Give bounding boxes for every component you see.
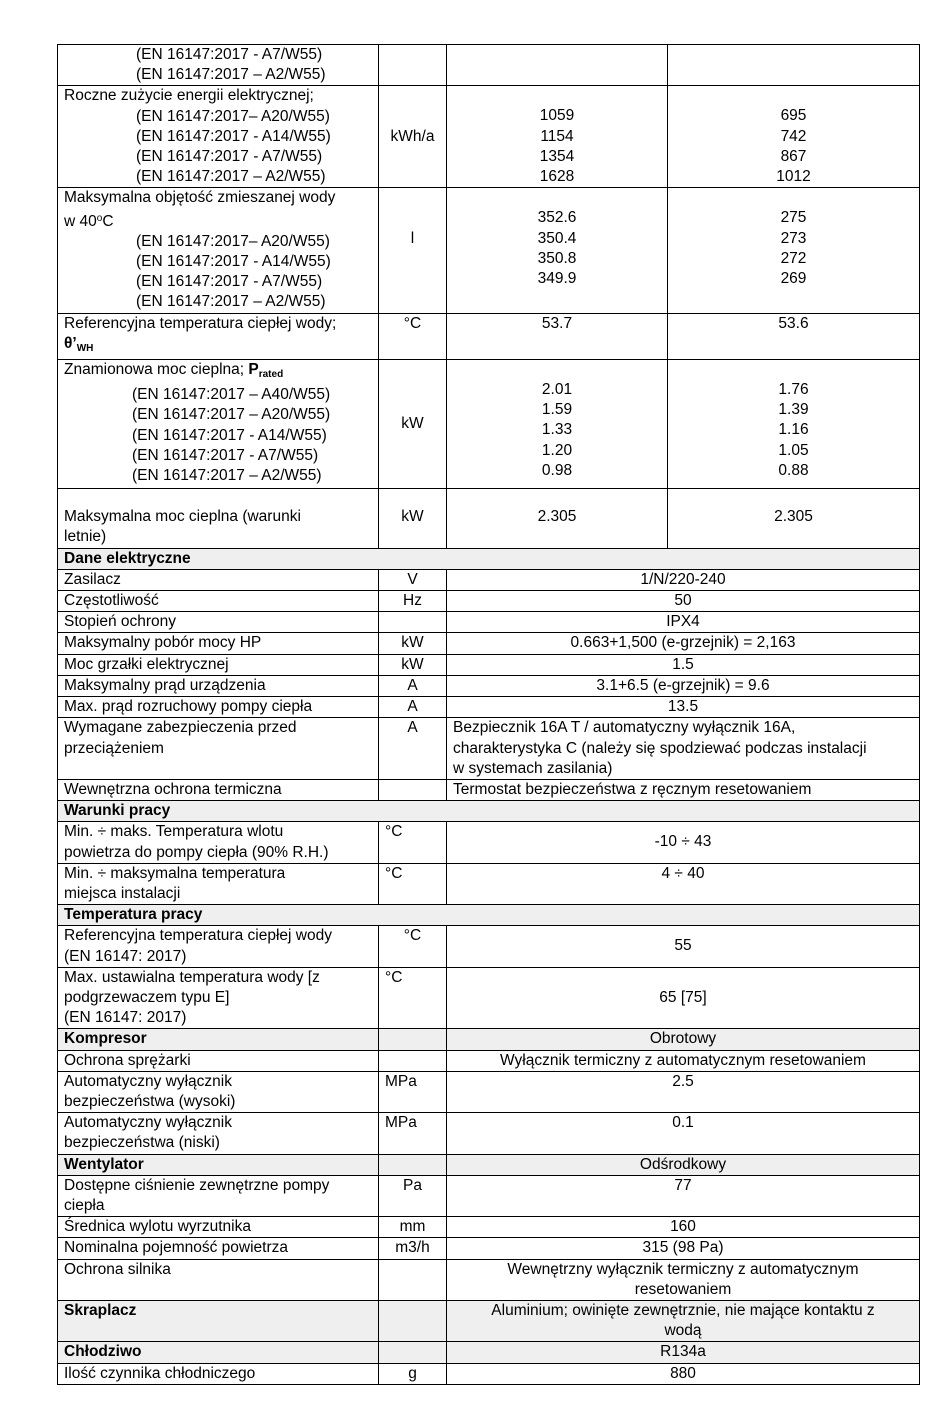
section-title: Dane elektryczne [58,548,920,569]
unit-cell: °C [379,967,447,1029]
unit-cell: kWh/a [379,86,447,188]
value-cell: 160 [447,1217,920,1238]
value-cell: 742 [780,127,807,145]
value-cell: 0.88 [778,461,809,479]
value-cell: 1.20 [541,441,573,459]
unit-cell: A [379,697,447,718]
value-cell: 1354 [539,147,575,165]
standard-label: (EN 16147:2017 - A14/W55) [132,426,327,444]
value-cell: 1.33 [541,421,573,439]
value-cell: 880 [447,1363,920,1384]
unit-cell: V [379,569,447,590]
section-header [58,1342,920,1363]
row-label: (EN 16147: 2017) [64,1009,187,1027]
table-row [58,1113,920,1154]
value-cell: 4 ÷ 40 [447,863,920,904]
section-title: Wentylator [58,1154,379,1175]
row-label: powietrza do pompy ciepła (90% R.H.) [64,843,329,861]
row-label: Automatyczny wyłącznik [64,1072,232,1090]
standard-label: (EN 16147:2017– A20/W55) [136,107,330,125]
degree-superscript: o [96,212,103,224]
row-label: Max. prąd rozruchowy pompy ciepła [58,697,379,718]
value-cell: 65 [75] [447,967,920,1029]
unit-cell: g [379,1363,447,1384]
row-label: przeciążeniem [64,739,164,757]
table-row [58,612,920,633]
table-row [58,489,920,548]
value-cell: R134a [447,1342,920,1363]
unit-cell: °C [379,822,447,863]
table-row [58,822,920,863]
standard-label: (EN 16147:2017 - A14/W55) [136,127,331,145]
row-label: (EN 16147: 2017) [64,947,187,965]
table-row [58,1363,920,1384]
row-label: bezpieczeństwa (niski) [64,1134,220,1152]
unit-cell: A [379,675,447,696]
value-cell: 1/N/220-240 [447,569,920,590]
value-cell: 2.305 [668,489,920,548]
unit-cell: l [379,188,447,313]
section-header [58,1154,920,1175]
value-cell: Termostat bezpieczeństwa z ręcznym resetowaniem [447,779,920,800]
value-cell: w systemach zasilania) [453,759,613,777]
value-cell: 1.5 [447,654,920,675]
row-label: Dostępne ciśnienie zewnętrzne pompy [64,1176,330,1194]
row-label: Maksymalna objętość zmieszanej wody [64,189,336,207]
standard-label: (EN 16147:2017 – A40/W55) [132,386,331,404]
value-cell: 695 [780,107,807,125]
table-row [58,569,920,590]
unit-cell [379,612,447,633]
unit-cell: m3/h [379,1238,447,1259]
unit-cell: A [379,718,447,780]
value-cell: 1154 [540,127,574,145]
value-cell: 352.6 [537,209,577,227]
row-label: Ochrona sprężarki [58,1050,379,1071]
standard-label: (EN 16147:2017 – A2/W55) [136,66,326,84]
value-cell: 2.305 [447,489,668,548]
row-label: Ilość czynnika chłodniczego [58,1363,379,1384]
value-cell: 350.8 [537,249,577,267]
value-cell: Aluminium; owinięte zewnętrznie, nie mające kontaktu z [491,1301,875,1319]
unit-cell: °C [379,863,447,904]
table-row [58,591,920,612]
value-cell: 1628 [539,168,575,186]
value-cell: 53.7 [447,313,668,359]
value-cell: IPX4 [447,612,920,633]
row-label: C [102,212,114,230]
row-label: Wewnętrzna ochrona termiczna [58,779,379,800]
row-label: ciepła [64,1196,105,1214]
table-row [58,697,920,718]
unit-cell: kW [379,633,447,654]
table-row [58,926,920,967]
value-cell: wodą [664,1322,702,1340]
table-row [58,45,920,86]
value-cell: charakterystyka C (należy się spodziewać podczas instalacji [453,739,867,757]
unit-cell [379,1050,447,1071]
value-cell: Odśrodkowy [447,1154,920,1175]
section-title: Kompresor [58,1029,379,1050]
value-cell: 2.5 [447,1071,920,1112]
symbol: P [248,361,259,379]
value-cell: Obrotowy [447,1029,920,1050]
table-row [58,675,920,696]
row-label: Maksymalny prąd urządzenia [58,675,379,696]
row-label: Ochrona silnika [58,1259,379,1300]
value-cell: 1.39 [778,401,809,419]
value-cell: Wyłącznik termiczny z automatycznym resetowaniem [447,1050,920,1071]
standard-label: (EN 16147:2017 - A7/W55) [136,273,323,291]
unit-cell: Pa [379,1175,447,1216]
section-header [58,1300,920,1341]
unit-cell: Hz [379,591,447,612]
standard-label: (EN 16147:2017 - A7/W55) [136,148,323,166]
value-cell: 0.663+1,500 (e-grzejnik) = 2,163 [447,633,920,654]
section-header [58,905,920,926]
section-header [58,801,920,822]
value-cell: 1.76 [778,381,809,399]
row-label: Referencyjna temperatura ciepłej wody [64,927,332,945]
value-cell: 0.1 [447,1113,920,1154]
unit-cell: MPa [379,1113,447,1154]
value-cell: 13.5 [447,697,920,718]
unit-cell: kW [379,489,447,548]
row-label: Moc grzałki elektrycznej [58,654,379,675]
row-label: letnie) [64,528,107,546]
table-row [58,360,920,489]
row-label: podgrzewaczem typu E] [64,988,230,1006]
value-cell: 1.16 [778,421,809,439]
unit-cell [379,1259,447,1300]
row-label: Nominalna pojemność powietrza [58,1238,379,1259]
value-cell: 55 [447,926,920,967]
value-cell: Bezpiecznik 16A T / automatyczny wyłącznik 16A, [453,719,796,737]
table-row [58,967,920,1029]
table-row [58,313,920,359]
table-row [58,1238,920,1259]
table-row [58,86,920,188]
standard-label: (EN 16147:2017 – A20/W55) [132,406,331,424]
standard-label: (EN 16147:2017 - A7/W55) [136,46,323,63]
unit-cell: °C [379,313,447,359]
row-label: Średnica wylotu wyrzutnika [58,1217,379,1238]
value-cell: 273 [780,229,807,247]
table-row [58,1071,920,1112]
row-label: Max. ustawialna temperatura wody [z [64,968,320,986]
symbol-subscript: WH [76,342,94,354]
standard-label: (EN 16147:2017– A20/W55) [136,232,330,250]
row-label: Wymagane zabezpieczenia przed [64,719,297,737]
table-row [58,1050,920,1071]
table-row [58,718,920,780]
symbol-subscript: rated [258,369,284,381]
value-cell: 53.6 [668,313,920,359]
value-cell: 349.9 [537,270,577,288]
standard-label: (EN 16147:2017 - A7/W55) [132,446,319,464]
value-cell: 3.1+6.5 (e-grzejnik) = 9.6 [447,675,920,696]
value-cell: 0.98 [541,461,573,479]
row-label: miejsca instalacji [64,884,181,902]
row-label: Min. ÷ maks. Temperatura wlotu [64,823,284,841]
value-cell: 1.05 [778,441,809,459]
row-label: w 40 [64,212,97,230]
standard-label: (EN 16147:2017 – A2/W55) [136,293,326,311]
table-row [58,1217,920,1238]
table-row [58,1259,920,1300]
table-row [58,188,920,313]
unit-cell: °C [379,926,447,967]
unit-cell: MPa [379,1071,447,1112]
table-row [58,633,920,654]
table-row [58,1175,920,1216]
value-cell: 1012 [776,168,811,186]
row-label: Znamionowa moc cieplna; [64,361,249,379]
unit-cell: mm [379,1217,447,1238]
value-cell: 272 [780,249,807,267]
standard-label: (EN 16147:2017 - A14/W55) [136,253,331,271]
row-label: bezpieczeństwa (wysoki) [64,1092,236,1110]
value-cell: 1059 [539,107,575,125]
table-row [58,779,920,800]
section-title: Warunki pracy [58,801,920,822]
value-cell: 275 [780,209,807,227]
row-label: Zasilacz [58,569,379,590]
row-label: Referencyjna temperatura ciepłej wody; [64,314,337,332]
spec-table [57,44,920,1385]
value-cell: 50 [447,591,920,612]
row-label: Maksymalny pobór mocy HP [58,633,379,654]
value-cell: 315 (98 Pa) [447,1238,920,1259]
value-cell: Wewnętrzny wyłącznik termiczny z automatycznym [507,1260,859,1278]
value-cell: resetowaniem [634,1280,732,1298]
section-title: Chłodziwo [58,1342,379,1363]
table-row [58,654,920,675]
row-label: Automatyczny wyłącznik [64,1114,232,1132]
value-cell: 1.59 [541,401,573,419]
section-header [58,1029,920,1050]
value-cell: 2.01 [541,381,573,399]
value-cell: 269 [780,270,807,288]
symbol: θ’ [64,334,77,352]
row-label: Min. ÷ maksymalna temperatura [64,864,286,882]
table-row [58,863,920,904]
unit-cell: kW [379,360,447,489]
row-label: Częstotliwość [58,591,379,612]
unit-cell [379,779,447,800]
value-cell: 867 [780,147,807,165]
row-label: Maksymalna moc cieplna (warunki [64,508,301,526]
section-header [58,548,920,569]
standard-label: (EN 16147:2017 – A2/W55) [136,168,326,186]
row-label: Roczne zużycie energii elektrycznej; [64,87,314,105]
row-label: Stopień ochrony [58,612,379,633]
value-cell: 77 [447,1175,920,1216]
standard-label: (EN 16147:2017 – A2/W55) [132,467,322,485]
value-cell: 350.4 [537,229,577,247]
section-title: Temperatura pracy [58,905,920,926]
section-title: Skraplacz [58,1300,379,1341]
unit-cell: kW [379,654,447,675]
value-cell: -10 ÷ 43 [447,822,920,863]
